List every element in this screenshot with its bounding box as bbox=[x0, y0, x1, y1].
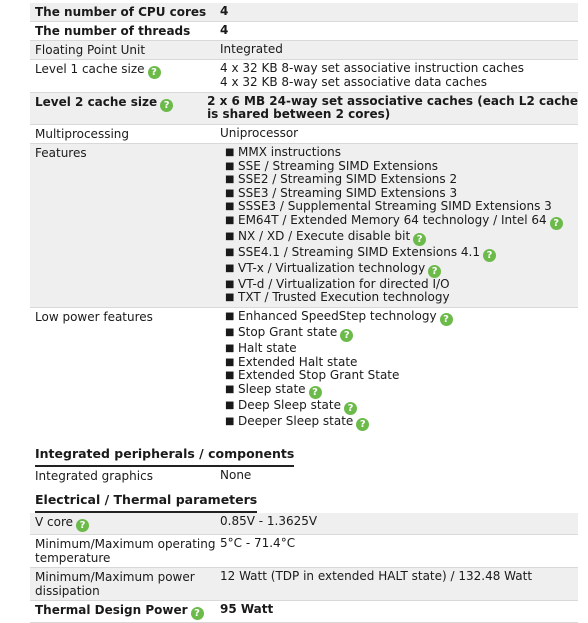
spec-value-line: 4 x 32 KB 8-way set associative instruction caches bbox=[220, 61, 525, 75]
help-icon[interactable]: ? bbox=[76, 519, 89, 532]
spec-row-l2-cache bbox=[30, 93, 578, 126]
list-item-text: Deeper Sleep state bbox=[238, 413, 354, 428]
spec-value: None bbox=[220, 467, 252, 482]
list-item-text: Halt state bbox=[238, 341, 297, 356]
bullet-icon: ■ bbox=[225, 174, 235, 186]
spec-value: 95 Watt bbox=[220, 601, 274, 616]
list-item-text: SSSE3 / Supplemental Streaming SIMD Extensions 3 bbox=[238, 199, 552, 214]
spec-value-line: 2 x 6 MB 24-way set associative caches (each L2 cache bbox=[207, 93, 578, 108]
spec-label: Integrated graphics bbox=[35, 468, 153, 483]
list-item bbox=[220, 200, 578, 214]
spec-label bbox=[30, 513, 220, 534]
spec-row-features bbox=[30, 144, 578, 308]
spec-value: 0.85V - 1.3625V bbox=[220, 513, 318, 528]
list-item-text: Deep Sleep state bbox=[238, 397, 341, 412]
spec-row-cpu-cores bbox=[30, 3, 578, 22]
spec-label bbox=[30, 535, 220, 567]
list-item bbox=[220, 160, 578, 174]
bullet-icon: ■ bbox=[225, 214, 235, 226]
list-item bbox=[220, 262, 578, 278]
bullet-icon: ■ bbox=[225, 246, 235, 258]
list-item bbox=[220, 291, 578, 305]
spec-label: Floating Point Unit bbox=[35, 43, 146, 57]
list-item-text: NX / XD / Execute disable bit bbox=[238, 228, 411, 243]
list-item-text: VT-x / Virtualization technology bbox=[238, 260, 426, 275]
spec-label bbox=[30, 93, 207, 125]
list-item bbox=[220, 278, 578, 292]
spec-value-line: is shared between 2 cores) bbox=[207, 107, 391, 122]
spec-row-vcore bbox=[30, 513, 578, 535]
bullet-icon: ■ bbox=[225, 415, 235, 427]
low-power-list bbox=[220, 310, 578, 431]
spec-value-line: 4 x 32 KB 8-way set associative data caches bbox=[220, 74, 488, 89]
spec-value: Uniprocessor bbox=[220, 126, 299, 141]
section-heading-text: Electrical / Thermal parameters bbox=[35, 492, 257, 513]
spec-label-text: Level 2 cache size bbox=[35, 94, 158, 109]
list-item bbox=[220, 214, 578, 230]
bullet-icon: ■ bbox=[225, 383, 235, 395]
help-icon[interactable]: ? bbox=[550, 217, 563, 230]
spec-row-integrated-graphics bbox=[30, 467, 578, 485]
bullet-icon: ■ bbox=[225, 399, 235, 411]
spec-label-text: Level 1 cache size bbox=[35, 62, 145, 76]
spec-value: 4 bbox=[220, 23, 229, 37]
spec-row-fpu bbox=[30, 41, 578, 60]
spec-label-text: V core bbox=[35, 514, 74, 529]
spec-label: The number of threads bbox=[35, 24, 191, 38]
spec-label: Low power features bbox=[35, 310, 153, 325]
help-icon[interactable]: ? bbox=[440, 313, 453, 326]
list-item-text: TXT / Trusted Execution technology bbox=[238, 290, 450, 305]
spec-row-temperature bbox=[30, 535, 578, 568]
list-item-text: SSE2 / Streaming SIMD Extensions 2 bbox=[238, 172, 458, 187]
spec-row-l1-cache bbox=[30, 60, 578, 93]
list-item-text: SSE4.1 / Streaming SIMD Extensions 4.1 bbox=[238, 244, 480, 259]
bullet-icon: ■ bbox=[225, 292, 235, 304]
list-item bbox=[220, 246, 578, 262]
help-icon[interactable]: ? bbox=[340, 329, 353, 342]
list-item bbox=[220, 173, 578, 187]
list-item-text: Stop Grant state bbox=[238, 325, 338, 340]
bullet-icon: ■ bbox=[225, 147, 235, 159]
list-item bbox=[220, 146, 578, 160]
spec-value: 5°C - 71.4°C bbox=[220, 535, 296, 550]
help-icon[interactable]: ? bbox=[483, 249, 496, 262]
spec-label-line: Minimum/Maximum power bbox=[35, 569, 195, 584]
list-item bbox=[220, 369, 578, 383]
list-item-text: MMX instructions bbox=[238, 145, 342, 160]
spec-value bbox=[220, 60, 578, 92]
help-icon[interactable]: ? bbox=[428, 265, 441, 278]
bullet-icon: ■ bbox=[225, 278, 235, 290]
bullet-icon: ■ bbox=[225, 343, 235, 355]
list-item-text: Enhanced SpeedStep technology bbox=[238, 309, 437, 324]
spec-label: Multiprocessing bbox=[35, 127, 130, 142]
spec-label-line: temperature bbox=[35, 550, 111, 565]
cpu-spec-table bbox=[30, 3, 578, 623]
list-item bbox=[220, 230, 578, 246]
spec-label-line: dissipation bbox=[35, 583, 100, 598]
bullet-icon: ■ bbox=[225, 160, 235, 172]
spec-value bbox=[220, 144, 578, 307]
help-icon[interactable]: ? bbox=[309, 386, 322, 399]
help-icon[interactable]: ? bbox=[191, 607, 204, 620]
list-item-text: SSE / Streaming SIMD Extensions bbox=[238, 158, 439, 173]
spec-label bbox=[30, 568, 220, 600]
list-item-text: VT-d / Virtualization for directed I/O bbox=[238, 276, 450, 291]
help-icon[interactable]: ? bbox=[356, 418, 369, 431]
bullet-icon: ■ bbox=[225, 201, 235, 213]
spec-row-tdp bbox=[30, 601, 578, 623]
list-item bbox=[220, 356, 578, 370]
help-icon[interactable]: ? bbox=[160, 99, 173, 112]
spec-label bbox=[30, 601, 220, 622]
list-item-text: Extended Halt state bbox=[238, 354, 358, 369]
spec-label bbox=[30, 60, 220, 92]
list-item bbox=[220, 326, 578, 342]
spec-value bbox=[207, 93, 578, 125]
spec-label: Features bbox=[35, 146, 87, 161]
bullet-icon: ■ bbox=[225, 230, 235, 242]
section-heading-text: Integrated peripherals / components bbox=[35, 446, 294, 467]
spec-value: Integrated bbox=[220, 42, 283, 56]
spec-value bbox=[220, 308, 578, 433]
spec-row-power-dissipation bbox=[30, 568, 578, 601]
spec-value: 12 Watt (TDP in extended HALT state) / 132.48 Watt bbox=[220, 568, 533, 583]
help-icon[interactable]: ? bbox=[413, 233, 426, 246]
spec-row-low-power bbox=[30, 308, 578, 433]
spec-label-line: Minimum/Maximum operating bbox=[35, 536, 216, 551]
list-item bbox=[220, 399, 578, 415]
help-icon[interactable]: ? bbox=[148, 66, 161, 79]
list-item bbox=[220, 342, 578, 356]
list-item-text: Sleep state bbox=[238, 381, 306, 396]
list-item-text: Extended Stop Grant State bbox=[238, 368, 400, 383]
list-item bbox=[220, 415, 578, 431]
bullet-icon: ■ bbox=[225, 356, 235, 368]
spec-row-multiprocessing bbox=[30, 125, 578, 144]
spec-label-text: Thermal Design Power bbox=[35, 602, 188, 617]
bullet-icon: ■ bbox=[225, 187, 235, 199]
list-item bbox=[220, 310, 578, 326]
spec-label: The number of CPU cores bbox=[35, 5, 207, 19]
section-heading-electrical bbox=[30, 489, 578, 513]
spec-value: 4 bbox=[220, 4, 229, 18]
list-item bbox=[220, 187, 578, 201]
features-list bbox=[220, 146, 578, 305]
list-item-text: EM64T / Extended Memory 64 technology / Intel 64 bbox=[238, 212, 547, 227]
spec-row-threads bbox=[30, 22, 578, 41]
list-item bbox=[220, 383, 578, 399]
bullet-icon: ■ bbox=[225, 262, 235, 274]
bullet-icon: ■ bbox=[225, 311, 235, 323]
bullet-icon: ■ bbox=[225, 327, 235, 339]
list-item-text: SSE3 / Streaming SIMD Extensions 3 bbox=[238, 185, 458, 200]
bullet-icon: ■ bbox=[225, 370, 235, 382]
section-heading-peripherals bbox=[30, 443, 578, 467]
help-icon[interactable]: ? bbox=[344, 402, 357, 415]
